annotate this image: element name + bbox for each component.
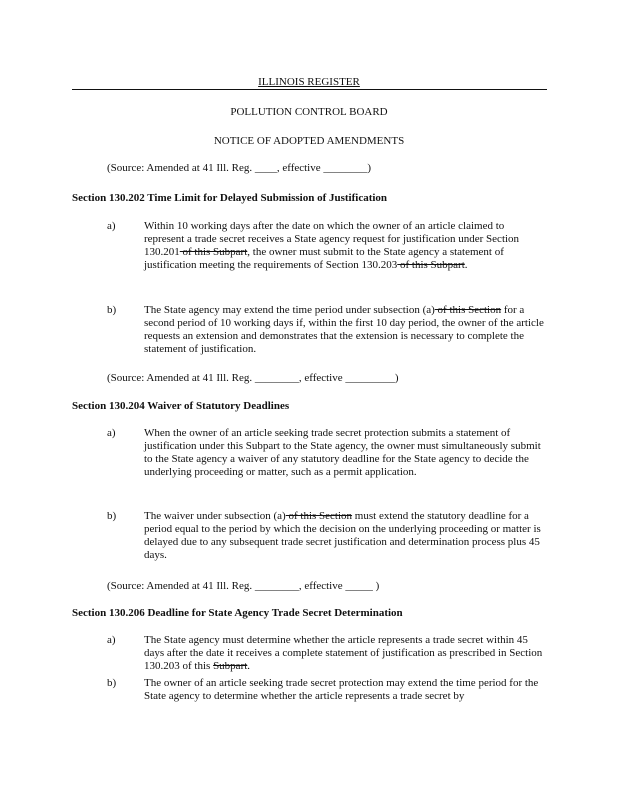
text-run: , the owner must submit to the State agency a statement of justification meeting the requirements of Section 130.203 [144,246,504,271]
struck-text: Subpart [213,660,248,672]
section-130-206-a-marker: a) [107,634,116,646]
header-rule [72,89,547,90]
section-130-202-b-marker: b) [107,304,117,316]
text-run: . [464,259,468,271]
section-130-202-heading: Section 130.202 Time Limit for Delayed Submission of Justification [72,192,388,204]
section-130-206-a-text [144,634,547,673]
struck-text: of this Section [285,510,353,522]
section-130-206-b-marker: b) [107,677,117,689]
section-130-206-b-text: The owner of an article seeking trade secret protection may extend the time period for the State agency to determine whether the article represents a trade secret by [144,677,539,702]
section-130-204-a-text: When the owner of an article seeking trade secret protection submits a statement of justification under this Subpart to the State agency, the owner must simultaneously submit to the State agency a waiver of any statutory deadline for the State agency to decide the underlying proceeding or matter, such as a permit application. [144,427,541,478]
text-run: . [247,660,251,672]
struck-text: of this Subpart [397,259,465,271]
notice-header: NOTICE OF ADOPTED AMENDMENTS [213,135,405,147]
text-run: The State agency must determine whether the article represents a trade secret within 45 days after the date it receives a complete statement of justification as prescribed in Section 130.203 of this [144,634,543,672]
text-run: The State agency may extend the time period under subsection (a) [144,304,435,316]
source-note-130-202: (Source: Amended at 41 Ill. Reg. ________, effective _________) [107,372,399,384]
section-130-206-heading: Section 130.206 Deadline for State Agency Trade Secret Determination [72,607,403,619]
section-130-204-b-marker: b) [107,510,117,522]
section-130-204-a-marker: a) [107,427,116,439]
section-130-202-a-text [144,220,547,272]
source-note-top: (Source: Amended at 41 Ill. Reg. ____, effective ________) [107,162,372,174]
text-run: The waiver under subsection (a) [144,510,286,522]
section-130-202-a-marker: a) [107,220,116,232]
text-run: must extend the statutory deadline for a period equal to the period by which the decision on the underlying proceeding or matter is delayed due to any subsequent trade secret justification and determination process plus 45 days. [144,510,541,561]
register-header: ILLINOIS REGISTER [258,76,360,88]
text-run: for a second period of 10 working days if, within the first 10 day period, the owner of the article requests an extension and demonstrates that the extension is necessary to complete the statement of justification. [144,304,544,355]
text-run: Within 10 working days after the date on which the owner of an article claimed to represent a trade secret receives a State agency request for justification under Section 130.201 [144,220,520,258]
section-130-202-b-text [144,304,547,356]
board-header: POLLUTION CONTROL BOARD [230,106,388,118]
source-note-130-204: (Source: Amended at 41 Ill. Reg. ________, effective _____ ) [107,580,380,592]
section-130-204-heading: Section 130.204 Waiver of Statutory Deadlines [72,400,290,412]
struck-text: of this Subpart [179,246,248,258]
section-130-204-b-text [144,510,547,562]
struck-text: of this Section [434,304,502,316]
